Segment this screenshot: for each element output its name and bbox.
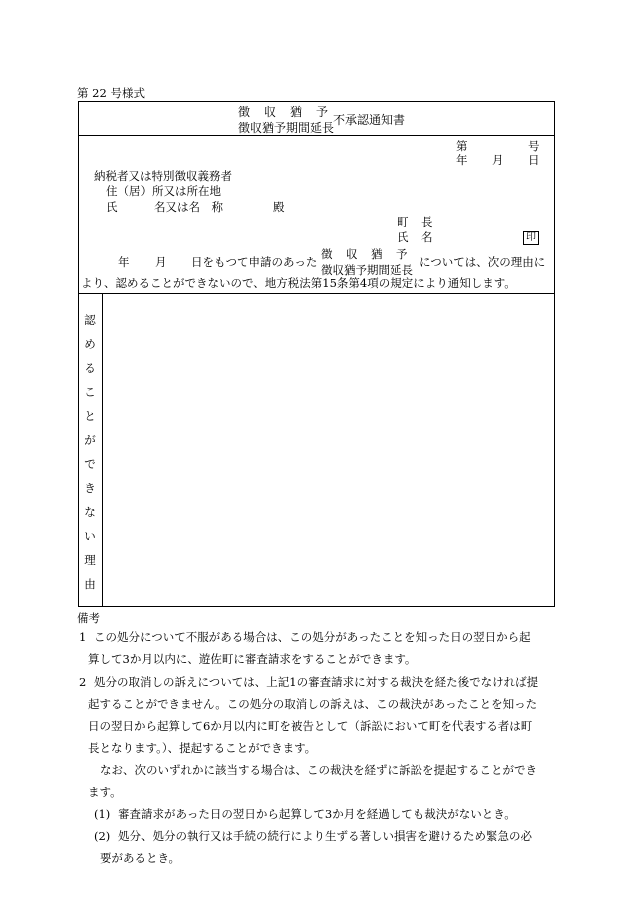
remark-2-line4: 長となります。）、提起することができます。 (88, 741, 317, 755)
remarks-heading: 備考 (77, 611, 100, 625)
title-suffix: 不承認通知書 (333, 113, 406, 127)
remark-sub1-text: 審査請求があった日の翌日から起算して3か月を経過しても裁決がないとき。 (118, 807, 516, 821)
reason-label-char: い (84, 529, 96, 543)
remark-sub1-number: (1) (94, 807, 111, 821)
issuer-role-b: 長 (421, 215, 433, 229)
reason-label-char: が (84, 433, 96, 447)
reason-label-char: な (84, 505, 96, 519)
remark-2-number: 2 (79, 675, 87, 689)
reason-label-char: 理 (84, 553, 96, 567)
body-type-lower: 徴収猶予期間延長 (321, 263, 413, 277)
addressee-line2: 住（居）所又は所在地 (106, 184, 221, 198)
reason-column-divider (102, 293, 103, 607)
reason-label-char: で (84, 457, 96, 471)
remark-1-number: 1 (79, 630, 87, 644)
reason-label-char: 認 (84, 313, 96, 327)
title-divider (78, 135, 555, 136)
remark-sub2-line1: 処分、処分の執行又は手続の続行により生ずる著しい損害を避けるため緊急の必 (118, 829, 532, 843)
addressee-line1: 納税者又は特別徴収義務者 (94, 169, 232, 183)
body-line2: より、認めることができないので、地方税法第15条第4項の規定により通知します。 (81, 276, 516, 290)
addressee-honorific: 殿 (273, 200, 285, 214)
reason-divider (78, 293, 555, 294)
seal-mark: 印 (523, 231, 539, 245)
doc-number-dai: 第 (456, 139, 468, 153)
body-tail: については、次の理由に (419, 255, 546, 269)
title-lower: 徴収猶予期間延長 (238, 121, 335, 135)
issuer-name-a: 氏 (397, 230, 409, 244)
reason-label-char: 由 (84, 577, 96, 591)
issuer-name-b: 名 (421, 230, 433, 244)
date-year: 年 (456, 153, 468, 167)
body-year: 年 (118, 255, 130, 269)
issuer-role-a: 町 (397, 215, 409, 229)
remark-2-line6: ます。 (88, 785, 122, 799)
remark-2-line3: 日の翌日から起算して6か月以内に町を被告として（訴訟において町を代表する者は町 (88, 719, 533, 733)
date-day: 日 (528, 153, 540, 167)
remark-1-line2: 算して3か月以内に、遊佐町に審査請求をすることができます。 (88, 652, 417, 666)
reason-label-char: こ (84, 385, 96, 399)
body-day-text: 日をもつて申請のあった (191, 255, 318, 269)
remark-1-line1: この処分について不服がある場合は、この処分があったことを知った日の翌日から起 (94, 630, 531, 644)
reason-label-char: き (84, 481, 96, 495)
body-type-upper: 徴 収 猶 予 (321, 247, 409, 261)
remark-2-line5: なお、次のいずれかに該当する場合は、この裁決を経ずに訴訟を提起することができ (100, 763, 537, 777)
remark-2-line1: 処分の取消しの訴えについては、上記1の審査請求に対する裁決を経た後でなければ提 (94, 675, 539, 689)
remark-2-line2: 起することができません。この処分の取消しの訴えは、この裁決があったことを知った (88, 697, 538, 711)
addressee-name-label-a: 氏 (106, 200, 118, 214)
reason-label-char: る (84, 361, 96, 375)
reason-label-char: と (84, 409, 96, 423)
addressee-name-label-b: 名又は名 称 (154, 200, 223, 214)
remark-sub2-line2: 要があるとき。 (100, 851, 181, 865)
title-upper: 徴 収 猶 予 (238, 105, 330, 119)
remark-sub2-number: (2) (94, 829, 111, 843)
reason-label-char: め (84, 337, 96, 351)
reason-label (83, 315, 97, 603)
doc-number-go: 号 (528, 139, 540, 153)
body-month: 月 (155, 255, 167, 269)
form-number: 第 22 号様式 (77, 86, 145, 100)
date-month: 月 (492, 153, 504, 167)
